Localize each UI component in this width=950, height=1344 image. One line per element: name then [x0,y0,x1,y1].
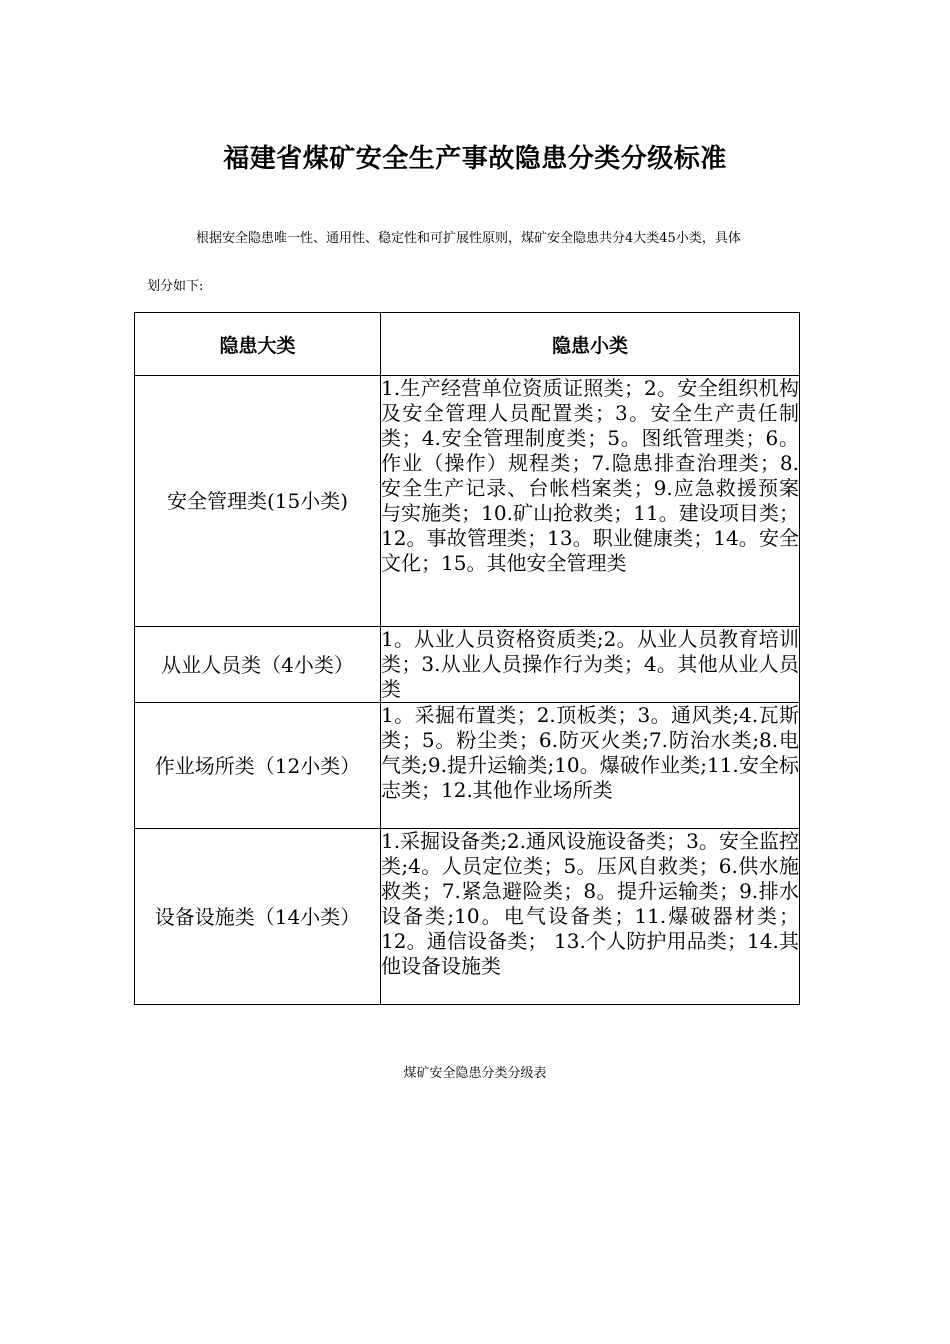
table-caption: 煤矿安全隐患分类分级表 [403,1066,547,1081]
table-header-row [135,313,800,376]
table-row [135,376,800,627]
major-category-cell: 作业场所类（12小类） [135,703,381,829]
document-title: 福建省煤矿安全生产事故隐患分类分级标准 [223,144,727,174]
header-minor-category: 隐患小类 [381,313,800,376]
major-category-cell: 设备设施类（14小类） [135,829,381,1005]
table-row [135,627,800,703]
major-category-cell: 从业人员类（4小类） [135,627,381,703]
minor-category-cell: 1。从业人员资格资质类;2。从业人员教育培训类；3.从业人员操作行为类；4。其他从业人员类 [381,627,799,701]
minor-category-cell: 1.采掘设备类;2.通风设施设备类；3。安全监控类;4。人员定位类；5。压风自救类；6.供水施救类；7.紧急避险类；8。提升运输类；9.排水设备类;10。电气设备类；11.爆破器材类；12。通信设备类； 13.个人防护用品类；14.其他设备设施类 [381,829,800,1005]
header-major-category: 隐患大类 [135,313,381,376]
major-category-cell: 安全管理类(15小类) [135,376,381,627]
table-row [135,829,800,1005]
intro-paragraph-line-1: 根据安全隐患唯一性、通用性、稳定性和可扩展性原则，煤矿安全隐患共分4大类45小类，具体 [196,231,741,246]
minor-category-cell: 1.生产经营单位资质证照类；2。安全组织机构及安全管理人员配置类；3。安全生产责任制类；4.安全管理制度类；5。图纸管理类；6。作业（操作）规程类；7.隐患排查治理类；8.安全生产记录、台帐档案类；9.应急救援预案与实施类；10.矿山抢救类；11。建设项目类；12。事故管理类；13。职业健康类；14。安全文化；15。其他安全管理类 [381,376,800,627]
table-row [135,703,800,829]
hazard-classification-table [134,312,800,1005]
minor-category-cell: 1。采掘布置类；2.顶板类；3。通风类;4.瓦斯类；5。粉尘类；6.防灭火类;7.防治水类;8.电气类;9.提升运输类;10。爆破作业类;11.安全标志类；12.其他作业场所类 [381,703,800,829]
intro-paragraph-line-2: 划分如下: [147,279,204,294]
